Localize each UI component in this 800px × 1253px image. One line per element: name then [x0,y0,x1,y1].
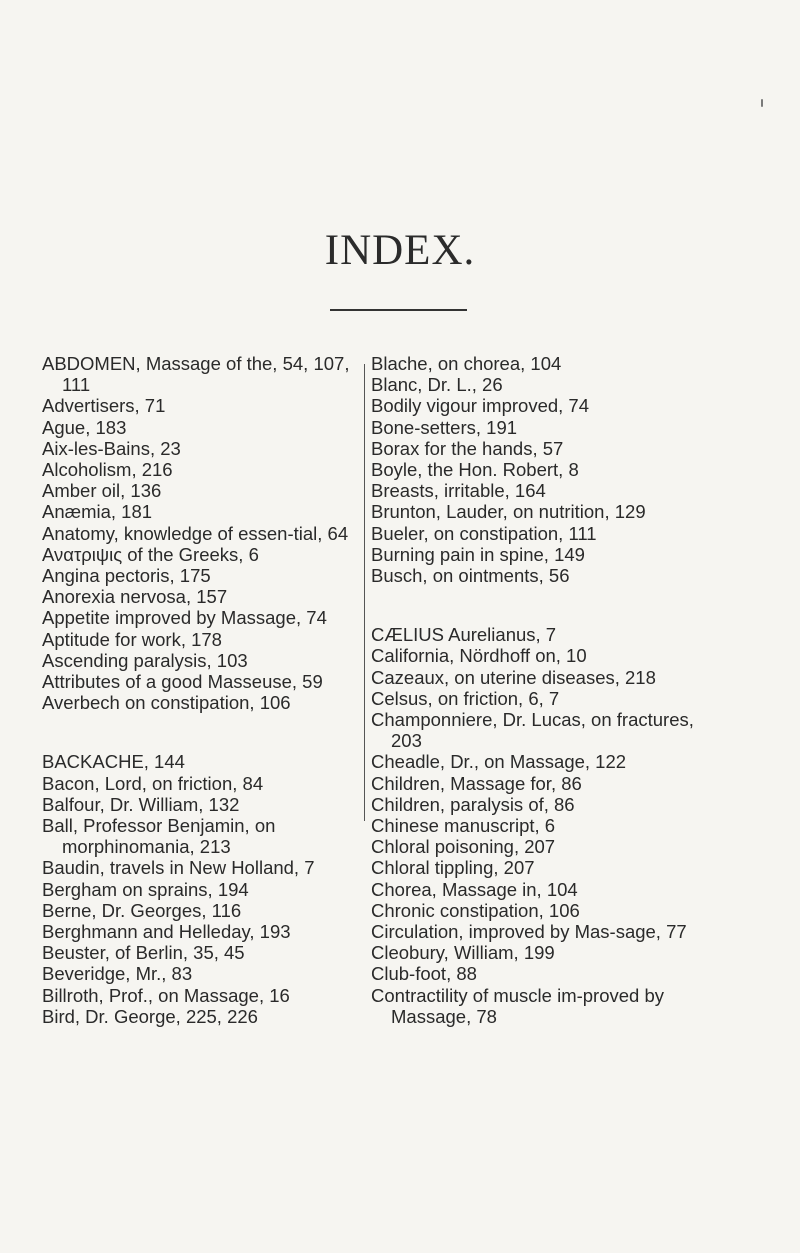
index-entry: Ball, Professor Benjamin, on morphinomania, 213 [42,815,276,858]
index-entry: Anorexia nervosa, 157 [42,586,228,608]
index-entry: Amber oil, 136 [42,480,162,502]
index-entry: Ascending paralysis, 103 [42,649,248,671]
index-entry: Bone-setters, 191 [371,416,518,438]
index-entry: Contractility of muscle im-proved by Massage, 78 [371,984,665,1027]
index-entry: Busch, on ointments, 56 [371,565,570,587]
index-entry: Chorea, Massage in, 104 [371,878,578,900]
index-entry: Brunton, Lauder, on nutrition, 129 [371,501,646,523]
index-entry: Borax for the hands, 57 [371,437,564,459]
index-entry: Chloral poisoning, 207 [371,836,556,858]
index-entry: Celsus, on friction, 6, 7 [371,687,560,709]
index-entry: Averbech on constipation, 106 [42,692,291,714]
index-column-left [42,353,356,1027]
index-entry: Baudin, travels in New Holland, 7 [42,857,315,879]
index-entry: Alcoholism, 216 [42,459,173,481]
index-entry: Berne, Dr. Georges, 116 [42,899,242,921]
index-entry: Blanc, Dr. L., 26 [371,374,503,396]
index-entry: Ague, 183 [42,416,127,438]
index-entry: California, Nördhoff on, 10 [371,645,587,667]
index-entry: Champonniere, Dr. Lucas, on fractures, 203 [371,709,694,752]
index-entry: Bodily vigour improved, 74 [371,395,589,417]
stray-mark [761,99,763,107]
index-group-a [42,353,356,713]
index-entry: Club-foot, 88 [371,963,477,985]
index-entry: Circulation, improved by Mas-sage, 77 [371,921,687,943]
index-group-b [42,751,356,1027]
index-entry: Bacon, Lord, on friction, 84 [42,772,264,794]
index-entry: Children, Massage for, 86 [371,772,582,794]
index-column-right [371,353,706,1027]
index-entry: Ανατριψις of the Greeks, 6 [42,543,259,565]
index-entry: Bueler, on constipation, 111 [371,522,597,544]
index-entry: Cleobury, William, 199 [371,942,555,964]
index-entry: Berghmann and Helleday, 193 [42,921,291,943]
index-entry: Balfour, Dr. William, 132 [42,793,240,815]
page-title: INDEX. [324,227,476,274]
index-entry: Bird, Dr. George, 225, 226 [42,1005,258,1027]
index-entry: Cazeaux, on uterine diseases, 218 [371,666,656,688]
index-entry: Angina pectoris, 175 [42,565,211,587]
index-entry: Chinese manuscript, 6 [371,815,556,837]
index-entry: Billroth, Prof., on Massage, 16 [42,984,290,1006]
index-entry: Beveridge, Mr., 83 [42,963,193,985]
index-group-c [371,624,706,1027]
index-entry: Children, paralysis of, 86 [371,793,575,815]
index-entry: Blache, on chorea, 104 [371,353,562,374]
index-entry: Boyle, the Hon. Robert, 8 [371,459,579,481]
index-entry: ABDOMEN, Massage of the, 54, 107, 111 [42,353,350,396]
index-entry: Anatomy, knowledge of essen-tial, 64 [42,522,349,544]
index-entry: Cheadle, Dr., on Massage, 122 [371,751,627,773]
index-group-b-cont [371,353,706,586]
index-entry: Aptitude for work, 178 [42,628,222,650]
index-entry: BACKACHE, 144 [42,751,185,773]
index-entry: Chronic constipation, 106 [371,899,580,921]
index-entry: Beuster, of Berlin, 35, 45 [42,942,245,964]
index-entry: Breasts, irritable, 164 [371,480,546,502]
index-entry: Appetite improved by Massage, 74 [42,607,327,629]
index-entry: Chloral tippling, 207 [371,857,535,879]
index-entry: Burning pain in spine, 149 [371,543,585,565]
index-entry: Advertisers, 71 [42,395,166,417]
index-entry: CÆLIUS Aurelianus, 7 [371,624,557,646]
index-entry: Anæmia, 181 [42,501,153,523]
title-rule [330,309,467,311]
index-entry: Bergham on sprains, 194 [42,878,249,900]
column-divider [364,364,365,821]
index-entry: Attributes of a good Masseuse, 59 [42,671,323,693]
index-entry: Aix-les-Bains, 23 [42,437,181,459]
